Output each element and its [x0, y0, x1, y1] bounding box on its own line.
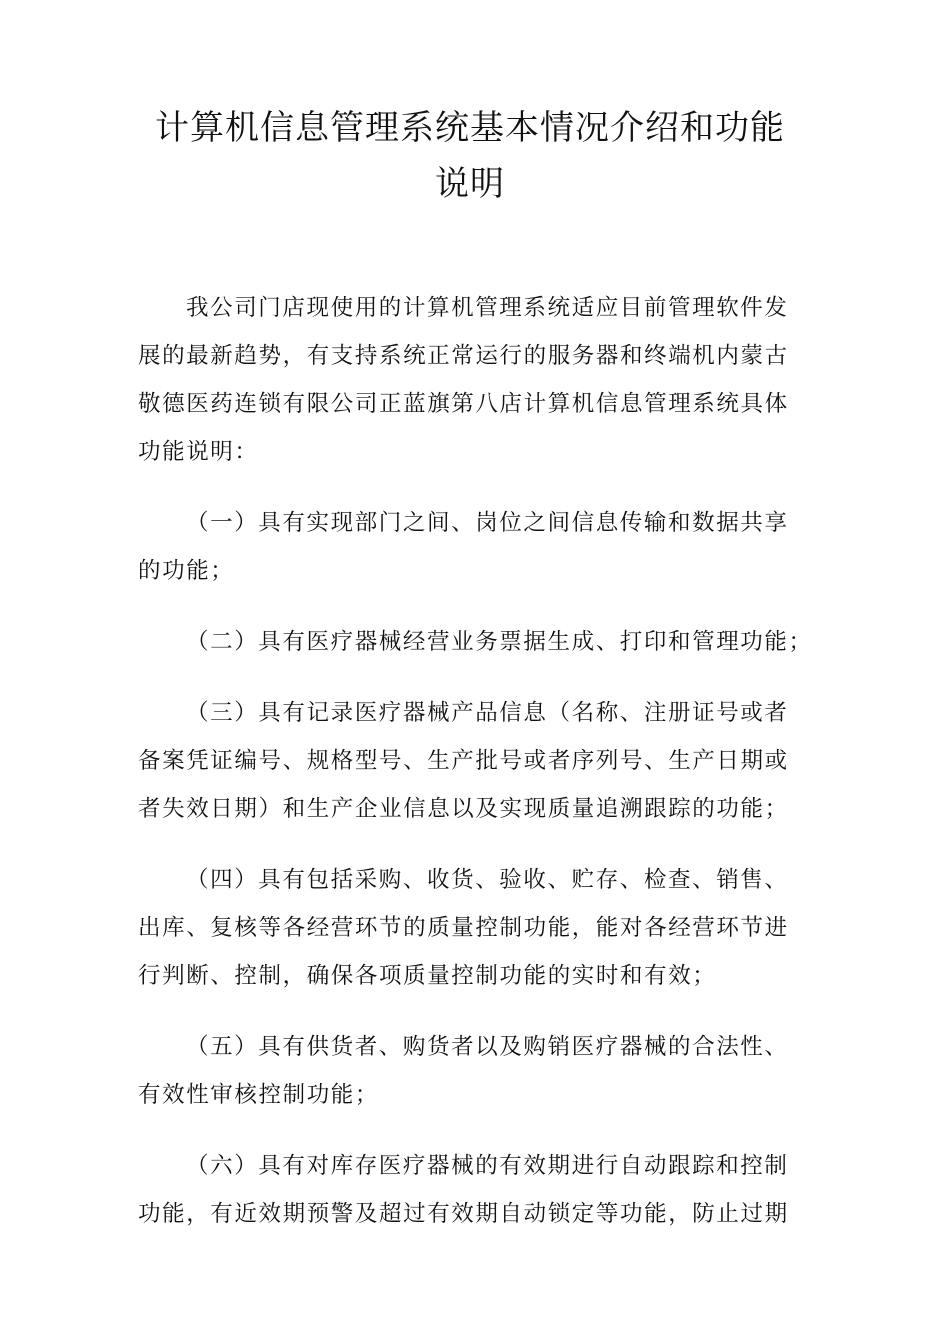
text-line: （一）具有实现部门之间、岗位之间信息传输和数据共享 — [186, 510, 789, 536]
text-line: 出库、复核等各经营环节的质量控制功能，能对各经营环节进 — [138, 915, 789, 941]
paragraph-item-1 — [138, 499, 830, 595]
text-line: （二）具有医疗器械经营业务票据生成、打印和管理功能； — [186, 629, 813, 655]
text-line: 我公司门店现使用的计算机管理系统适应目前管理软件发 — [186, 295, 789, 321]
text-line: 功能，有近效期预警及超过有效期自动锁定等功能，防止过期 — [138, 1201, 789, 1227]
text-line: 的功能； — [138, 558, 235, 584]
text-line: 功能说明： — [138, 439, 259, 465]
text-line: 行判断、控制，确保各项质量控制功能的实时和有效； — [138, 963, 717, 989]
text-line: 敬德医药连锁有限公司正蓝旗第八店计算机信息管理系统具体 — [138, 391, 789, 417]
text-line: 有效性审核控制功能； — [138, 1082, 380, 1108]
paragraph-item-6 — [138, 1142, 830, 1238]
text-line: 者失效日期）和生产企业信息以及实现质量追溯跟踪的功能； — [138, 796, 789, 822]
text-line: （五）具有供货者、购货者以及购销医疗器械的合法性、 — [186, 1034, 789, 1060]
paragraph-item-4 — [138, 856, 830, 1000]
paragraph-item-2 — [138, 618, 830, 666]
paragraph-item-3 — [138, 689, 830, 833]
paragraph-item-5 — [138, 1023, 830, 1119]
document-body — [138, 284, 830, 1261]
text-line: 备案凭证编号、规格型号、生产批号或者序列号、生产日期或 — [138, 748, 789, 774]
paragraph-intro — [138, 284, 830, 476]
title-line-1: 计算机信息管理系统基本情况介绍和功能 — [155, 108, 785, 148]
text-line: 展的最新趋势，有支持系统正常运行的服务器和终端机内蒙古 — [138, 343, 789, 369]
text-line: （四）具有包括采购、收货、验收、贮存、检查、销售、 — [186, 867, 789, 893]
document-title — [150, 100, 790, 212]
title-line-2: 说明 — [435, 164, 505, 204]
text-line: （三）具有记录医疗器械产品信息（名称、注册证号或者 — [186, 700, 789, 726]
text-line: （六）具有对库存医疗器械的有效期进行自动跟踪和控制 — [186, 1153, 789, 1179]
